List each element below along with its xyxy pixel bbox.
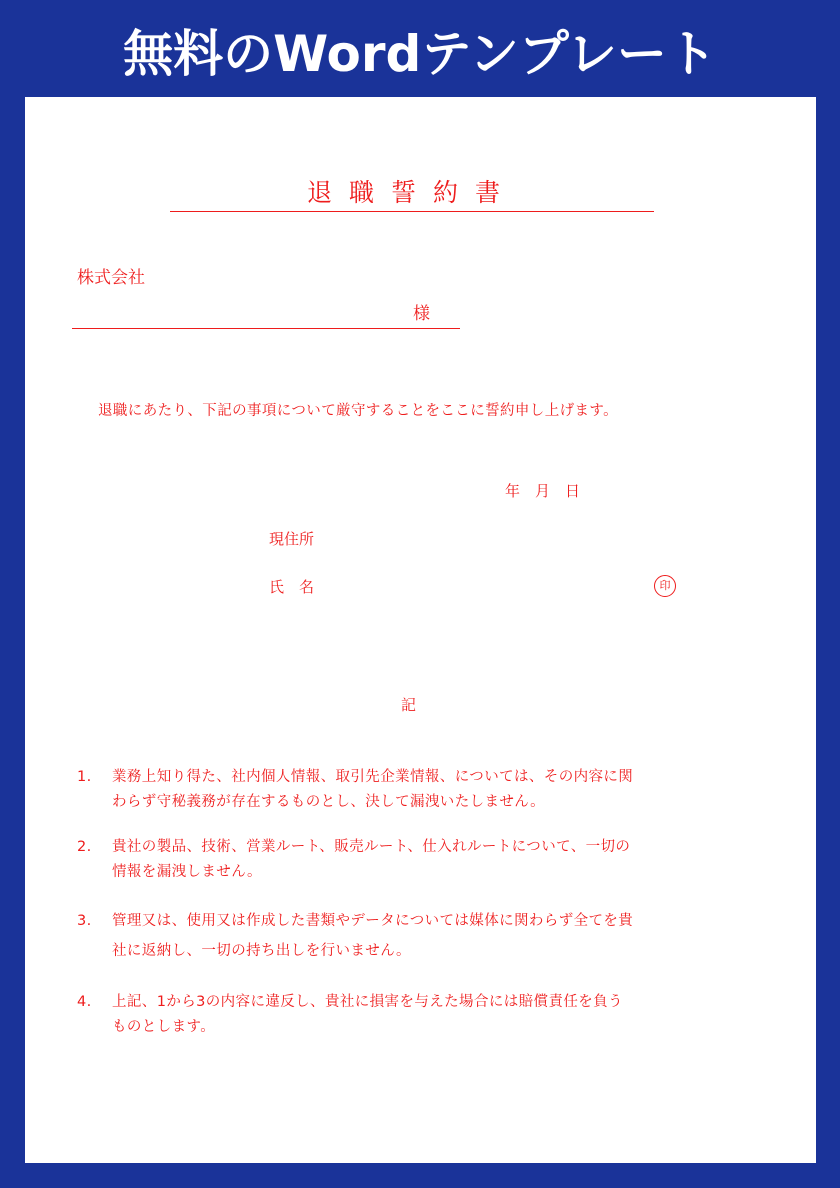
- name-label: 氏 名: [269, 578, 315, 596]
- clause-item: [77, 835, 757, 885]
- clause-number: 2.: [77, 839, 92, 855]
- honorific: 様: [413, 304, 430, 324]
- banner-title: 無料のWordテンプレート: [123, 25, 717, 83]
- clause-text-line: 業務上知り得た、社内個人情報、取引先企業情報、については、その内容に関: [112, 769, 634, 785]
- addressee-underline: [72, 328, 460, 329]
- clause-item: [77, 990, 757, 1040]
- clause-text-line: わらず守秘義務が存在するものとし、決して漏洩いたしません。: [112, 794, 545, 810]
- document-sheet: [25, 97, 816, 1163]
- address-label: 現住所: [269, 530, 315, 548]
- clause-text-line: 貴社の製品、技術、営業ルート、販売ルート、仕入れルートについて、一切の: [112, 839, 631, 855]
- preamble-text: 退職にあたり、下記の事項について厳守することをここに誓約申し上げます。: [98, 403, 619, 419]
- clause-text-line: 上記、1から3の内容に違反し、貴社に損害を与えた場合には賠償責任を負う: [112, 994, 623, 1010]
- clause-list: [77, 765, 757, 1060]
- date-line: 年 月 日: [505, 482, 581, 500]
- clause-item: [77, 765, 757, 815]
- clause-text-line: 情報を漏洩しません。: [112, 864, 262, 880]
- record-heading: 記: [401, 696, 417, 714]
- company-line: 株式会社: [77, 268, 145, 288]
- clause-text-line: 管理又は、使用又は作成した書類やデータについては媒体に関わらず全てを貴: [112, 913, 634, 929]
- clause-text-line: ものとします。: [112, 1019, 216, 1035]
- seal-mark: 印: [654, 575, 676, 597]
- clause-number: 3.: [77, 913, 92, 929]
- clause-item: [77, 909, 757, 964]
- title-underline: [170, 211, 654, 212]
- document-title: 退職誓約書: [306, 178, 517, 207]
- clause-number: 4.: [77, 994, 92, 1010]
- clause-text-line: 社に返納し、一切の持ち出しを行いません。: [112, 943, 411, 959]
- clause-number: 1.: [77, 769, 92, 785]
- document-body: [25, 97, 816, 1163]
